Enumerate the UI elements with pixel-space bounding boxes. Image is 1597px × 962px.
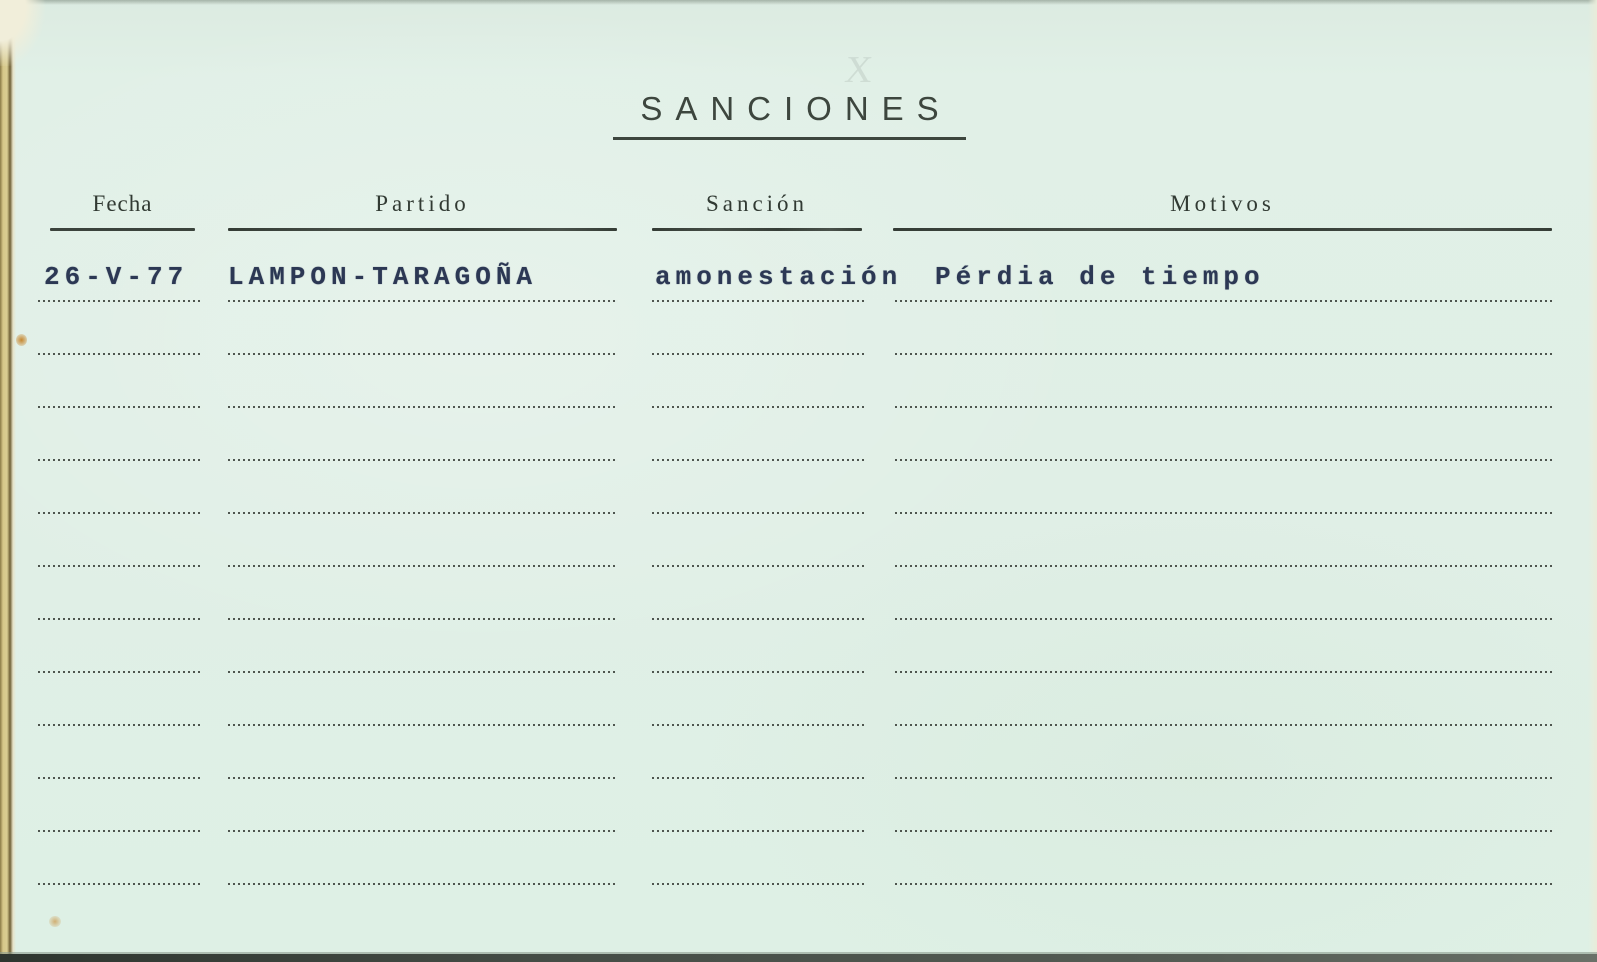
row-7-partido-line (228, 618, 618, 620)
row-10-motivos-line (895, 777, 1552, 779)
header-rule-motivos (893, 228, 1552, 231)
row-7-motivos-line (895, 618, 1552, 620)
row-9-partido-line (228, 724, 618, 726)
column-header-fecha: Fecha (92, 191, 153, 216)
row-4-partido-line (228, 459, 618, 461)
stain-spot (16, 334, 27, 346)
row-4-motivos-line (895, 459, 1552, 461)
entry-1-motivos: Pérdia de tiempo (935, 262, 1265, 292)
row-2-motivos-line (895, 353, 1552, 355)
row-6-partido-line (228, 565, 618, 567)
row-7-fecha-line (38, 618, 201, 620)
row-8-partido-line (228, 671, 618, 673)
entry-1-fecha: 26-V-77 (44, 262, 189, 292)
row-2-sancion-line (652, 353, 864, 355)
row-8-fecha-line (38, 671, 201, 673)
column-header-sancion: Sanción (705, 191, 809, 216)
row-5-motivos-line (895, 512, 1552, 514)
row-2-partido-line (228, 353, 618, 355)
row-5-fecha-line (38, 512, 201, 514)
scan-edge-right (1588, 0, 1597, 962)
row-1-sancion-line (652, 300, 864, 302)
row-11-partido-line (228, 830, 618, 832)
row-10-partido-line (228, 777, 618, 779)
entry-1-partido: LAMPON-TARAGOÑA (228, 262, 538, 292)
row-3-fecha-line (38, 406, 201, 408)
row-9-fecha-line (38, 724, 201, 726)
column-header-motivos: Motivos (1170, 191, 1275, 216)
row-6-sancion-line (652, 565, 864, 567)
row-1-fecha-line (38, 300, 201, 302)
header-rule-sancion (652, 228, 862, 231)
row-11-sancion-line (652, 830, 864, 832)
card-title: SANCIONES (613, 90, 966, 140)
row-10-sancion-line (652, 777, 864, 779)
row-5-sancion-line (652, 512, 864, 514)
ghost-imprint: X (842, 49, 875, 91)
row-8-sancion-line (652, 671, 864, 673)
entry-1-sancion: amonestación (655, 262, 903, 292)
scan-edge-left (0, 0, 16, 962)
row-5-partido-line (228, 512, 618, 514)
stain-spot (49, 916, 61, 927)
row-7-sancion-line (652, 618, 864, 620)
row-4-sancion-line (652, 459, 864, 461)
row-9-motivos-line (895, 724, 1552, 726)
corner-paper-patch (0, 0, 46, 66)
row-4-fecha-line (38, 459, 201, 461)
row-10-fecha-line (38, 777, 201, 779)
row-12-partido-line (228, 883, 618, 885)
row-12-sancion-line (652, 883, 864, 885)
row-2-fecha-line (38, 353, 201, 355)
row-3-partido-line (228, 406, 618, 408)
header-rule-partido (228, 228, 617, 231)
row-12-fecha-line (38, 883, 201, 885)
scan-edge-top (0, 0, 1597, 5)
row-6-fecha-line (38, 565, 201, 567)
row-12-motivos-line (895, 883, 1552, 885)
column-header-partido: Partido (375, 191, 470, 216)
row-9-sancion-line (652, 724, 864, 726)
row-3-motivos-line (895, 406, 1552, 408)
scan-edge-bottom (0, 954, 1597, 962)
row-11-motivos-line (895, 830, 1552, 832)
row-8-motivos-line (895, 671, 1552, 673)
header-rule-fecha (50, 228, 195, 231)
row-3-sancion-line (652, 406, 864, 408)
row-1-partido-line (228, 300, 618, 302)
row-11-fecha-line (38, 830, 201, 832)
row-6-motivos-line (895, 565, 1552, 567)
row-1-motivos-line (895, 300, 1552, 302)
